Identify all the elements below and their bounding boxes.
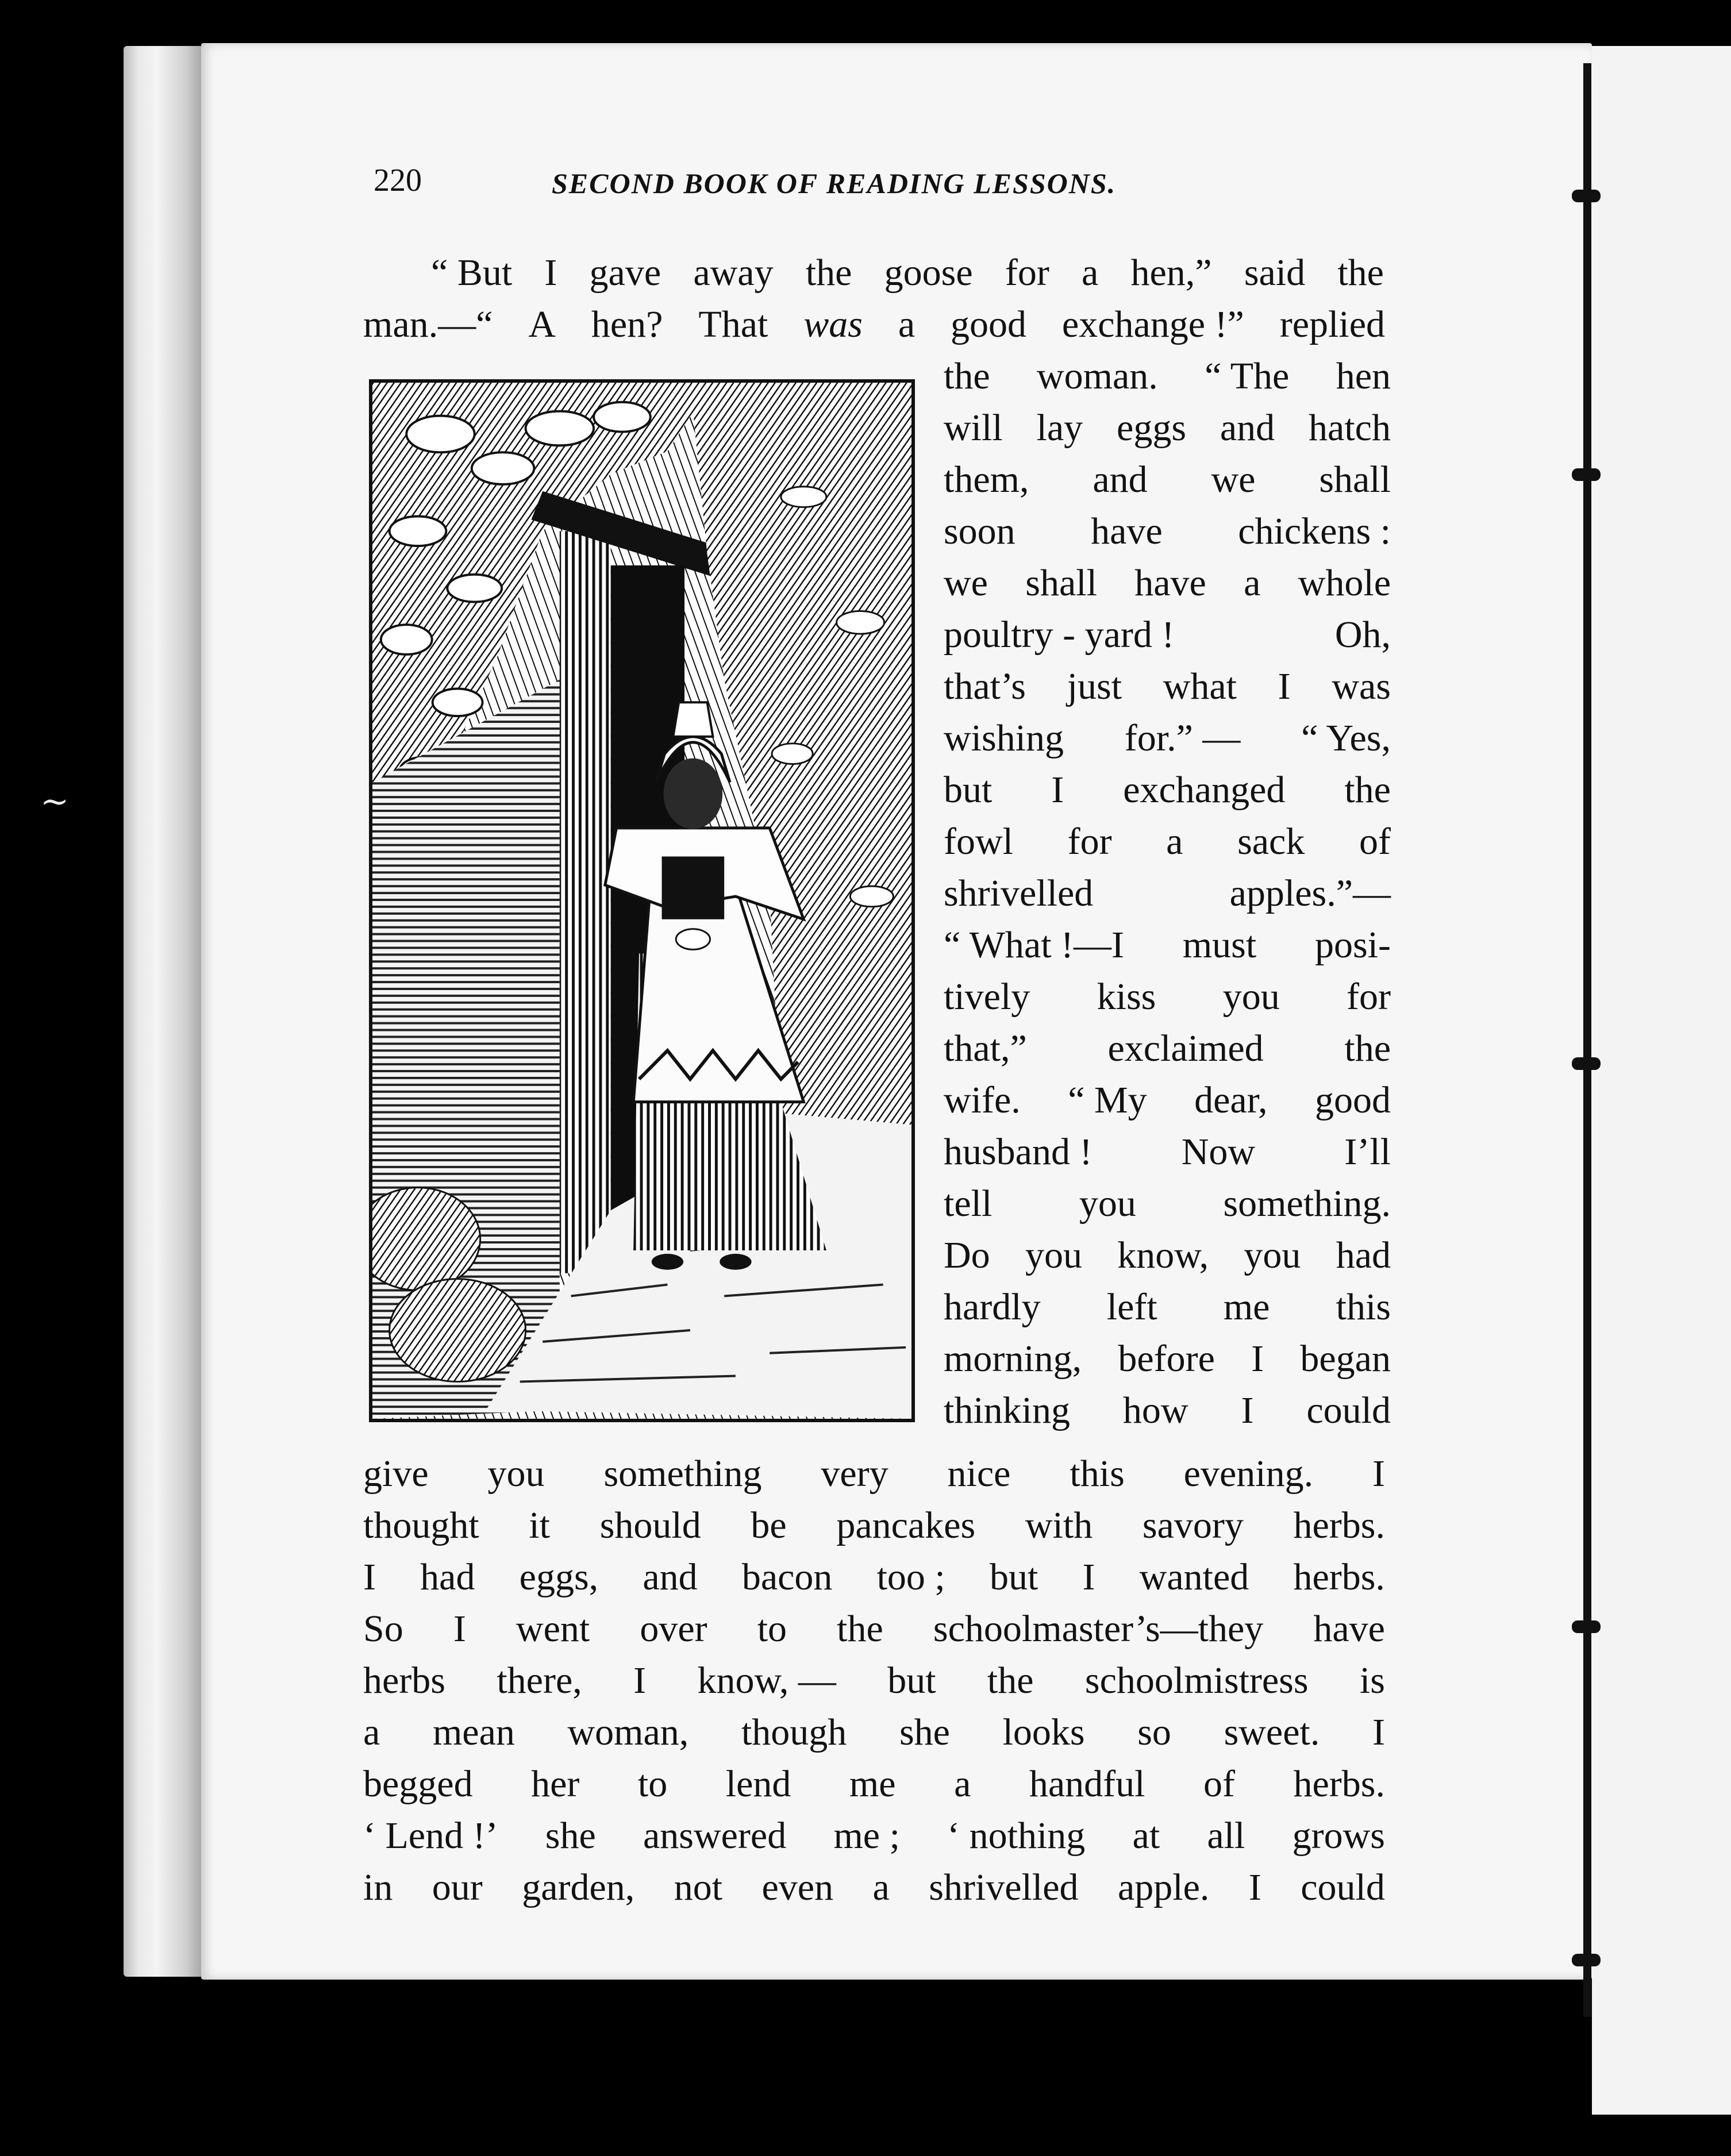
text-word: how (1122, 1389, 1188, 1431)
text-word: though (741, 1711, 847, 1753)
text-word: a (872, 1866, 890, 1908)
text-word: the (1344, 769, 1391, 811)
text-word: evening. (1183, 1453, 1314, 1495)
text-word: I (1082, 1556, 1095, 1598)
text-word: them, (944, 459, 1029, 500)
text-word: there, (497, 1660, 582, 1701)
text-word: to (637, 1763, 668, 1805)
text-line (944, 353, 1391, 405)
text-word: I (1248, 1866, 1261, 1908)
binding-stitch (1572, 190, 1601, 202)
text-word: should (599, 1504, 701, 1546)
text-word: you (487, 1453, 545, 1495)
text-line (944, 819, 1391, 871)
text-line (363, 1865, 1385, 1916)
text-line (363, 1658, 1385, 1710)
woman-in-doorway-icon (372, 383, 911, 1419)
text-word: chickens : (1238, 510, 1391, 552)
text-word: thinking (944, 1389, 1071, 1431)
text-word: “ But (431, 252, 513, 294)
text-line (944, 1336, 1391, 1388)
text-line (363, 1606, 1385, 1658)
text-word: good (1314, 1079, 1391, 1121)
text-word: but (989, 1556, 1038, 1598)
text-word: woman. (1036, 355, 1158, 397)
text-word: me (849, 1763, 896, 1805)
text-word: man.—“ (363, 303, 493, 345)
text-word: morning, (944, 1338, 1082, 1380)
text-word: for (1347, 976, 1391, 1018)
text-line (944, 509, 1391, 560)
text-word: be (751, 1504, 787, 1546)
text-word: begged (363, 1763, 473, 1805)
text-word: “ The (1205, 355, 1290, 397)
adjacent-page-edge (1592, 46, 1731, 2115)
text-word: the (837, 1608, 883, 1650)
text-word: “ What !—I (944, 924, 1124, 966)
text-word: this (1336, 1286, 1391, 1328)
text-word: could (1306, 1389, 1391, 1431)
text-word: something. (1223, 1183, 1391, 1225)
text-line (944, 1129, 1391, 1181)
text-word: savory (1142, 1504, 1244, 1546)
text-word: began (1300, 1338, 1391, 1380)
text-word: and (1220, 407, 1275, 449)
text-word: the (987, 1660, 1034, 1701)
text-word: could (1301, 1866, 1385, 1908)
text-word: eggs (1117, 407, 1187, 449)
text-word: she (545, 1815, 596, 1857)
text-word: but (887, 1660, 936, 1701)
text-word: exclaimed (1107, 1027, 1264, 1069)
text-word: hen,” (1130, 252, 1212, 294)
text-word: will (944, 407, 1003, 449)
text-word: I (1372, 1453, 1385, 1495)
text-word: give (363, 1453, 429, 1495)
text-line (944, 922, 1391, 974)
text-word: good (951, 303, 1027, 345)
text-line (363, 1554, 1385, 1606)
text-word: you (1244, 1234, 1301, 1276)
text-word: to (757, 1608, 787, 1650)
text-word: a (1082, 252, 1099, 294)
text-word: for (1067, 821, 1112, 863)
text-word: you (1079, 1183, 1136, 1225)
text-word: we (1211, 459, 1256, 500)
text-line (944, 1388, 1391, 1439)
text-word: sack (1237, 821, 1305, 863)
text-word: dear, (1194, 1079, 1268, 1121)
text-word: shall (1025, 562, 1097, 604)
text-word: herbs. (1293, 1556, 1385, 1598)
text-word: know, (1117, 1234, 1209, 1276)
text-word: tively (944, 976, 1030, 1018)
text-word: a (363, 1711, 380, 1753)
text-word: know, — (697, 1660, 836, 1701)
text-word: herbs. (1293, 1763, 1385, 1805)
text-word: I (363, 1556, 376, 1598)
text-word: lend (725, 1763, 791, 1805)
text-word: was (803, 303, 863, 345)
text-word: too ; (876, 1556, 945, 1598)
text-word: soon (944, 510, 1015, 552)
binding-stitch (1572, 1954, 1601, 1966)
text-word: I (1051, 769, 1064, 811)
text-word: and (643, 1556, 698, 1598)
text-line (944, 1284, 1391, 1336)
text-word: answered (643, 1815, 787, 1857)
text-word: bacon (741, 1556, 833, 1598)
text-word: looks (1002, 1711, 1085, 1753)
book-spine-edge (124, 46, 207, 1977)
text-word: kiss (1097, 976, 1156, 1018)
text-word: all (1207, 1815, 1245, 1857)
text-line (363, 1710, 1385, 1761)
text-word: was (1332, 665, 1391, 707)
text-word: so (1137, 1711, 1171, 1753)
text-word: I (633, 1660, 647, 1701)
text-word: with (1025, 1504, 1093, 1546)
text-word: sweet. (1224, 1711, 1320, 1753)
text-line (944, 974, 1391, 1026)
text-word: handful (1029, 1763, 1145, 1805)
text-line (944, 612, 1391, 664)
text-word: a (1166, 821, 1183, 863)
text-word: me (1223, 1286, 1270, 1328)
text-line (944, 1181, 1391, 1233)
text-word: a (1244, 562, 1261, 604)
text-word: away (693, 252, 774, 294)
text-word: apples.”— (1229, 872, 1391, 914)
text-word: must (1182, 924, 1257, 966)
text-word: a (954, 1763, 971, 1805)
binding-stitch (1572, 1057, 1601, 1070)
text-word: thought (363, 1504, 479, 1546)
text-word: replied (1279, 303, 1385, 345)
text-word: I (1278, 665, 1291, 707)
text-word: hardly (944, 1286, 1041, 1328)
text-word: fowl (944, 821, 1013, 863)
text-word: I (1372, 1711, 1385, 1753)
text-line (944, 664, 1391, 715)
text-word: for.” — (1124, 717, 1241, 759)
page-gutter-binding (1583, 63, 1591, 2017)
running-header (374, 162, 1236, 214)
text-word: “ My (1068, 1079, 1147, 1121)
text-line (944, 560, 1391, 612)
text-word: Oh, (1334, 614, 1391, 656)
text-word: our (432, 1866, 483, 1908)
text-line (363, 1503, 1385, 1554)
text-word: something (603, 1453, 762, 1495)
text-word: wanted (1139, 1556, 1249, 1598)
text-word: husband ! (944, 1131, 1093, 1173)
text-line (944, 405, 1391, 457)
text-word: the (1344, 1027, 1391, 1069)
text-line (944, 1026, 1391, 1077)
text-word: this (1070, 1453, 1125, 1495)
text-word: schoolmistress (1084, 1660, 1309, 1701)
text-word: went (516, 1608, 590, 1650)
text-word: I (453, 1608, 466, 1650)
text-word: even (761, 1866, 834, 1908)
book-title-header: SECOND BOOK OF READING LESSONS. (552, 167, 1117, 199)
text-word: that,” (944, 1027, 1027, 1069)
text-word: you (1222, 976, 1280, 1018)
text-line (363, 1761, 1385, 1813)
text-word: very (821, 1453, 888, 1495)
text-word: lay (1036, 407, 1083, 449)
text-word: hen (1336, 355, 1391, 397)
text-word: have (1134, 562, 1206, 604)
text-word: garden, (522, 1866, 635, 1908)
text-word: herbs (363, 1660, 445, 1701)
text-word: hen? (591, 303, 663, 345)
text-word: hatch (1309, 407, 1391, 449)
text-word: eggs, (519, 1556, 599, 1598)
text-word: wife. (944, 1079, 1021, 1121)
text-word: shrivelled (929, 1866, 1079, 1908)
text-word: the (1337, 252, 1384, 294)
text-line (363, 1813, 1385, 1865)
text-word: poultry - yard ! (944, 614, 1175, 656)
text-word: woman, (567, 1711, 689, 1753)
text-word: had (420, 1556, 475, 1598)
text-word: “ Yes, (1301, 717, 1391, 759)
margin-mark: ~ (40, 781, 70, 822)
text-line (363, 1451, 1385, 1503)
text-word: is (1359, 1660, 1385, 1701)
text-line (944, 871, 1391, 922)
text-word: you (1025, 1234, 1082, 1276)
text-word: her (531, 1763, 580, 1805)
text-word: just (1067, 665, 1122, 707)
text-word: tell (944, 1183, 993, 1225)
text-word: exchange !” (1061, 303, 1244, 345)
text-word: ‘ Lend !’ (363, 1815, 498, 1857)
text-word: and (1093, 459, 1148, 500)
engraving-illustration (369, 379, 915, 1422)
text-word: I’ll (1344, 1131, 1391, 1173)
binding-stitch (1572, 1620, 1601, 1633)
text-line (944, 1233, 1391, 1284)
text-line (944, 457, 1391, 509)
text-word: for (1005, 252, 1049, 294)
binding-stitch (1572, 468, 1601, 481)
text-word: pancakes (836, 1504, 976, 1546)
text-word: a (898, 303, 915, 345)
text-word: posi- (1315, 924, 1391, 966)
text-word: I (1241, 1389, 1254, 1431)
text-word: So (363, 1608, 403, 1650)
text-word: mean (432, 1711, 515, 1753)
text-word: before (1118, 1338, 1215, 1380)
text-word: exchanged (1123, 769, 1286, 811)
text-word: That (698, 303, 768, 345)
text-word: gave (589, 252, 661, 294)
text-line (431, 250, 1384, 302)
text-word: of (1203, 1763, 1235, 1805)
text-line (363, 302, 1385, 353)
text-word: at (1132, 1815, 1160, 1857)
text-word: in (363, 1866, 393, 1908)
text-word: we (944, 562, 988, 604)
text-word: said (1244, 252, 1306, 294)
text-word: wishing (944, 717, 1064, 759)
text-word: but (944, 769, 993, 811)
text-word: shall (1319, 459, 1391, 500)
text-word: I (544, 252, 557, 294)
text-word: had (1336, 1234, 1391, 1276)
text-word: me ; (833, 1815, 900, 1857)
text-word: ‘ nothing (947, 1815, 1086, 1857)
text-word: nice (947, 1453, 1011, 1495)
text-word: Do (944, 1234, 990, 1276)
text-word: A (528, 303, 556, 345)
text-word: what (1163, 665, 1237, 707)
text-word: goose (884, 252, 973, 294)
text-word: have (1313, 1608, 1385, 1650)
text-word: that’s (944, 665, 1026, 707)
text-word: have (1091, 510, 1163, 552)
text-line (944, 715, 1391, 767)
text-word: it (529, 1504, 551, 1546)
text-word: shrivelled (944, 872, 1094, 914)
text-word: she (899, 1711, 950, 1753)
text-word: herbs. (1293, 1504, 1385, 1546)
text-word: not (674, 1866, 723, 1908)
text-word: Now (1181, 1131, 1256, 1173)
text-line (944, 1077, 1391, 1129)
text-word: whole (1298, 562, 1391, 604)
text-word: apple. (1117, 1866, 1210, 1908)
text-line (944, 767, 1391, 819)
text-word: the (805, 252, 852, 294)
text-word: I (1251, 1338, 1264, 1380)
text-word: grows (1292, 1815, 1385, 1857)
text-word: the (944, 355, 990, 397)
text-word: of (1359, 821, 1391, 863)
text-word: over (640, 1608, 707, 1650)
page-number: 220 (374, 163, 422, 198)
text-word: schoolmaster’s—they (933, 1608, 1264, 1650)
text-word: left (1106, 1286, 1157, 1328)
